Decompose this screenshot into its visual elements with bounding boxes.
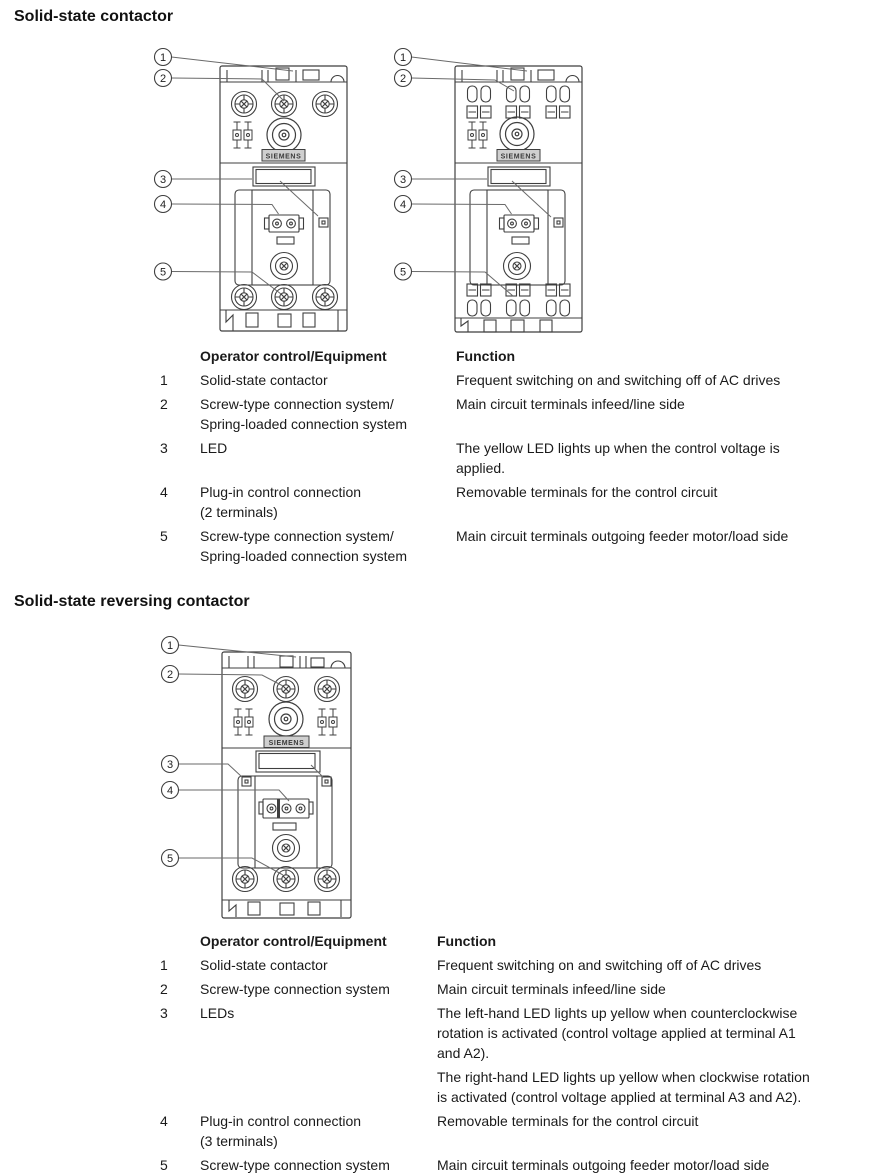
callout-3 [162,756,179,773]
callouts-reversing-device [162,637,179,867]
function-cell [456,526,871,566]
equipment-line: LEDs [200,1005,235,1021]
function-line: rotation is activated (control voltage applied at terminal A1 [437,1025,796,1041]
svg-text:5: 5 [166,853,174,865]
callout-4 [155,196,172,213]
equipment-line: Spring-loaded connection system [200,416,408,432]
svg-text:3: 3 [166,759,174,771]
section2-title: Solid-state reversing contactor [14,593,250,610]
callout-4 [162,782,179,799]
function-line: Main circuit terminals outgoing feeder motor/load side [437,1157,770,1173]
equipment-cell [200,1155,437,1174]
svg-text:4: 4 [399,199,407,211]
reversing-contactor-figure [155,632,365,922]
svg-text:2: 2 [166,669,174,681]
equipment-cell [200,979,437,999]
contactor-legend-table [160,346,871,570]
function-line: is activated (control voltage applied at terminal A3 and A2). [437,1089,802,1105]
svg-text:SIEMENS: SIEMENS [268,740,305,747]
equipment-cell [200,1003,437,1107]
function-paragraph [437,1067,871,1107]
svg-text:1: 1 [166,640,174,652]
svg-text:4: 4 [159,199,167,211]
device-reversing-contactor [222,652,351,918]
svg-text:4: 4 [166,785,174,797]
equipment-cell [200,526,456,566]
section1-title: Solid-state contactor [14,8,174,25]
function-line: The left-hand LED lights up yellow when counterclockwise [437,1005,798,1021]
svg-text:3: 3 [399,174,407,186]
equipment-line: Screw-type connection system [200,1157,390,1173]
svg-text:3: 3 [159,174,167,186]
function-line: Main circuit terminals outgoing feeder motor/load side [456,528,789,544]
function-line: The yellow LED lights up when the control voltage is [456,440,780,456]
row-number: 5 [160,528,168,544]
function-paragraph [437,1111,871,1131]
table-row [160,955,871,975]
equipment-cell [200,482,456,522]
table-header-row [160,931,871,951]
svg-text:SIEMENS: SIEMENS [265,153,302,161]
reversing-contactor-legend-table [160,931,871,1174]
equipment-line: Plug-in control connection [200,484,362,500]
callout-2 [395,70,412,87]
row-number: 3 [160,440,168,456]
table-row [160,438,871,478]
spacer [160,931,200,951]
brand-label [264,736,309,748]
function-line: and A2). [437,1045,490,1061]
table-row [160,370,871,390]
function-paragraph [437,979,871,999]
equipment-cell [200,1111,437,1151]
callout-1 [395,49,412,66]
equipment-line: Screw-type connection system/ [200,396,394,412]
function-line: Removable terminals for the control circuit [456,484,718,500]
svg-text:SIEMENS: SIEMENS [500,153,537,161]
function-line: Main circuit terminals infeed/line side [456,396,685,412]
function-paragraph [456,370,871,390]
function-paragraph [437,1003,871,1063]
svg-text:5: 5 [399,266,407,279]
row-number: 2 [160,981,168,997]
callouts-device-a [155,49,172,281]
row-number: 4 [160,484,168,500]
function-cell [456,438,871,478]
function-cell [437,1003,871,1107]
callout-2 [162,666,179,683]
svg-text:1: 1 [399,52,407,64]
equipment-line: Screw-type connection system [200,981,390,997]
function-paragraph [456,526,871,546]
table-row [160,526,871,566]
equipment-line: Screw-type connection system/ [200,528,394,544]
table-row [160,394,871,434]
function-line: Removable terminals for the control circuit [437,1113,699,1129]
equipment-line: Solid-state contactor [200,372,328,388]
brand-label [497,150,540,162]
table-row [160,1155,871,1174]
callout-5 [155,263,172,280]
equipment-line: LED [200,440,228,456]
function-paragraph [456,482,871,502]
function-paragraph [456,394,871,414]
brand-label [262,150,305,162]
function-line: Frequent switching on and switching off of AC drives [456,372,781,388]
table-row [160,979,871,999]
callout-2 [155,70,172,87]
svg-text:2: 2 [159,73,167,85]
col-header-function: Function [456,348,516,364]
function-paragraph [437,955,871,975]
device-contactor-screw-type [220,66,347,331]
equipment-cell [200,438,456,478]
function-paragraph [456,438,871,478]
row-number: 4 [160,1113,168,1129]
table-header-row [160,346,871,366]
function-line: applied. [456,460,506,476]
equipment-cell [200,955,437,975]
function-paragraph [437,1155,871,1174]
row-number: 2 [160,396,168,412]
equipment-line: Spring-loaded connection system [200,548,408,564]
equipment-line: (3 terminals) [200,1133,278,1149]
function-cell [456,482,871,522]
device-contactor-spring-type [455,66,582,332]
contactor-figure [140,45,600,345]
callout-5 [162,850,179,867]
col-header-equipment: Operator control/Equipment [200,933,387,949]
function-line: Main circuit terminals infeed/line side [437,981,666,997]
row-number: 1 [160,957,168,973]
table-row [160,482,871,522]
row-number: 3 [160,1005,168,1021]
table-row [160,1003,871,1107]
equipment-line: (2 terminals) [200,504,278,520]
row-number: 5 [160,1157,168,1173]
equipment-cell [200,370,456,390]
equipment-cell [200,394,456,434]
svg-text:1: 1 [159,52,167,64]
equipment-line: Plug-in control connection [200,1113,362,1129]
callout-1 [162,637,179,654]
equipment-line: Solid-state contactor [200,957,328,973]
col-header-equipment: Operator control/Equipment [200,348,387,364]
callout-1 [155,49,172,66]
table-row [160,1111,871,1151]
callouts-device-b [395,49,412,281]
function-cell [456,394,871,434]
callout-3 [395,171,412,188]
function-cell [437,979,871,999]
function-line: The right-hand LED lights up yellow when clockwise rotation [437,1069,810,1085]
row-number: 1 [160,372,168,388]
col-header-function: Function [437,933,497,949]
callout-4 [395,196,412,213]
function-cell [437,955,871,975]
function-line: Frequent switching on and switching off of AC drives [437,957,762,973]
svg-text:2: 2 [399,73,407,85]
function-cell [437,1155,871,1174]
callout-5 [395,263,412,280]
spacer [160,346,200,366]
callout-3 [155,171,172,188]
function-cell [437,1111,871,1151]
svg-text:5: 5 [159,266,167,279]
function-cell [456,370,871,390]
